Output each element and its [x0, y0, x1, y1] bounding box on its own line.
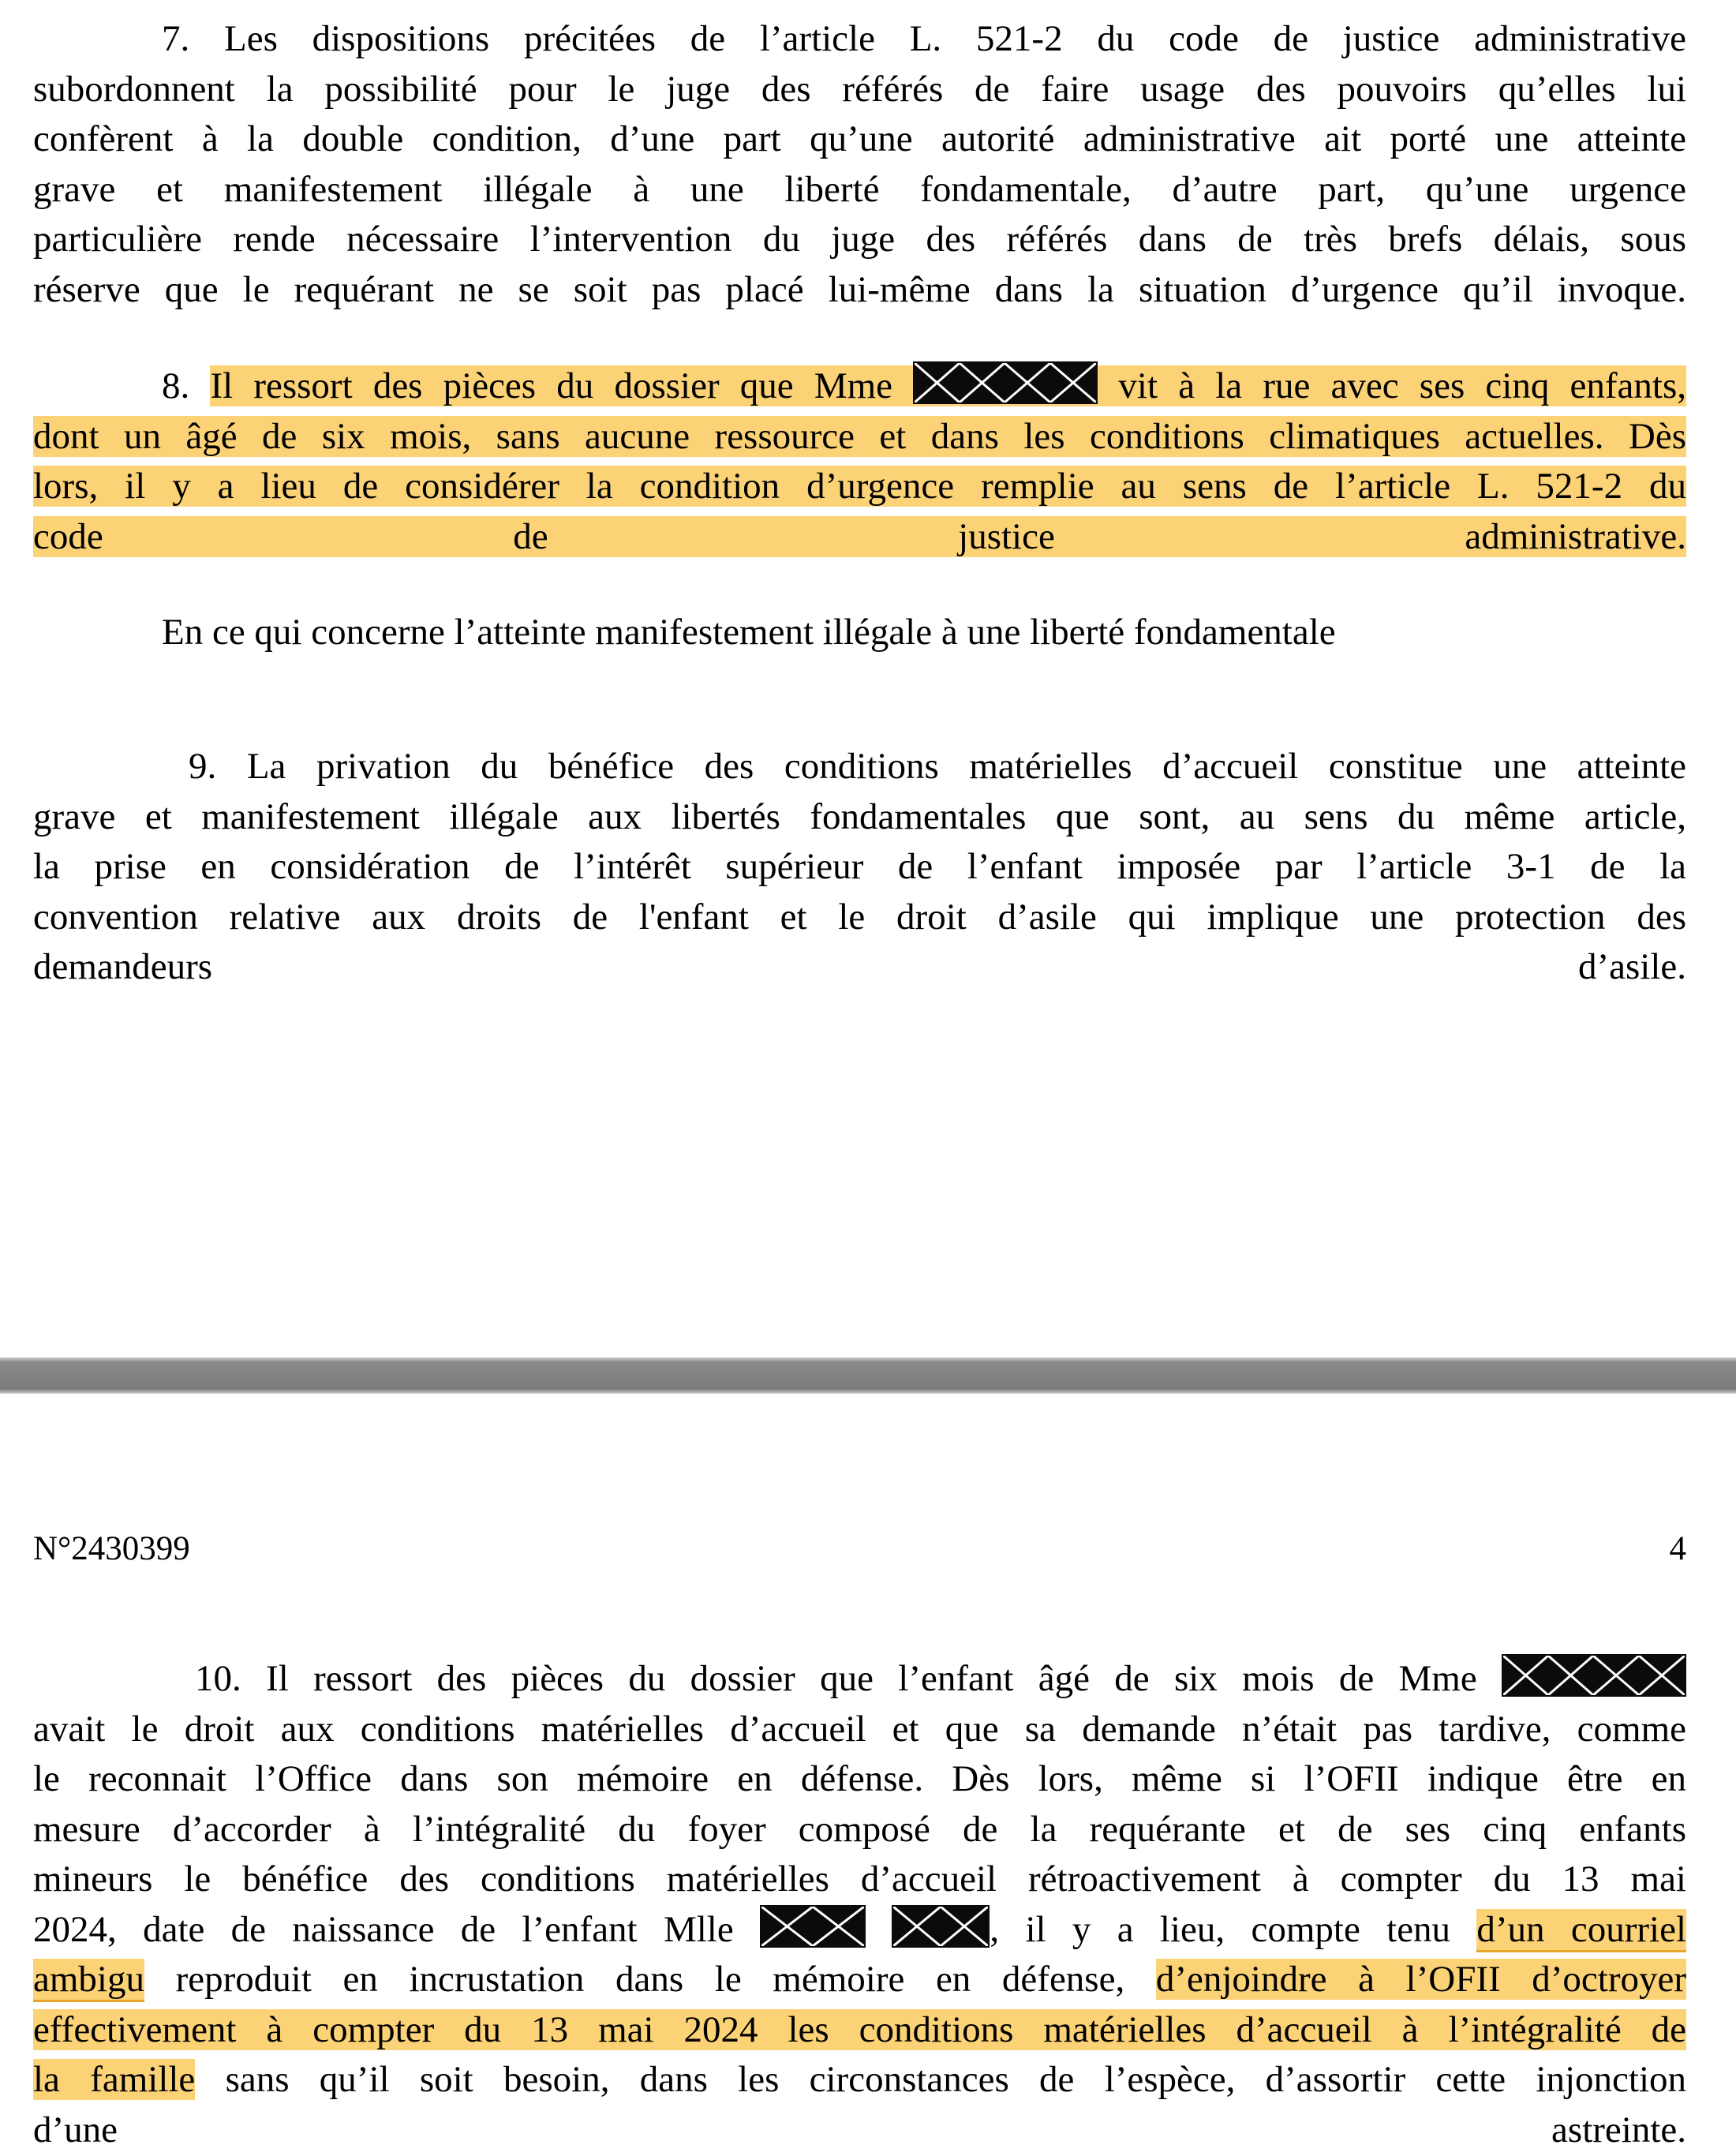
paragraph-9-line: grave et manifestement illégale aux libertés fondamentales que sont, au sens du même article,: [33, 795, 1686, 837]
paragraph-8-line: lors, il y a lieu de considérer la condition d’urgence remplie au sens de l’article L. 521-2 du: [33, 466, 1686, 507]
paragraph-10-line: avait le droit aux conditions matérielles d’accueil et que sa demande n’était pas tardive, comme: [33, 1708, 1686, 1750]
paragraph-7-line: 7. Les dispositions précitées de l’article L. 521-2 du code de justice administrative: [162, 18, 1686, 59]
highlighted-text: ambigu: [33, 1959, 144, 2002]
paragraph-10-text: , il y a lieu, compte tenu: [990, 1908, 1451, 1950]
paragraph-10-text: 2024, date de naissance de l’enfant Mlle: [33, 1908, 734, 1950]
page-number: 4: [1669, 1530, 1686, 1567]
paragraph-10-line: mineurs le bénéfice des conditions matérielles d’accueil rétroactivement à compter du 13 mai: [33, 1858, 1686, 1900]
highlighted-text: la famille: [33, 2059, 196, 2100]
paragraph-10-line: d’une astreinte.: [33, 2109, 1686, 2150]
paragraph-7-line: particulière rende nécessaire l’intervention du juge des référés dans de très brefs délais, sous: [33, 219, 1686, 260]
paragraph-7-line: confèrent à la double condition, d’une part qu’une autorité administrative ait porté une atteinte: [33, 118, 1686, 159]
highlighted-text: [210, 365, 1686, 406]
paragraph-7-line: subordonnent la possibilité pour le juge des référés de faire usage des pouvoirs qu’elles lui: [33, 68, 1686, 110]
paragraph-7: [33, 14, 1686, 315]
paragraph-9-line: demandeurs d’asile.: [33, 946, 1686, 987]
section-heading: En ce qui concerne l’atteinte manifestement illégale à une liberté fondamentale: [162, 612, 1336, 653]
paragraph-10: [33, 1654, 1686, 2155]
page-divider: [0, 1357, 1736, 1394]
paragraph-8-text: vit à la rue avec ses cinq enfants,: [1118, 365, 1687, 406]
paragraph-9-line: la prise en considération de l’intérêt supérieur de l’enfant imposée par l’article 3-1 de la: [33, 846, 1686, 887]
paragraph-10-line: mesure d’accorder à l’intégralité du foyer composé de la requérante et de ses cinq enfants: [33, 1808, 1686, 1850]
paragraph-8: [33, 361, 1686, 562]
redaction-block: [913, 361, 1098, 404]
paragraph-9-line: 9. La privation du bénéfice des conditions matérielles d’accueil constitue une atteinte: [189, 746, 1686, 787]
highlighted-text: effectivement à compter du 13 mai 2024 les conditions matérielles d’accueil à l’intégralité de: [33, 2008, 1686, 2050]
paragraph-10-text: sans qu’il soit besoin, dans les circonstances de l’espèce, d’assortir cette injonction: [225, 2059, 1687, 2100]
redaction-block: [1502, 1654, 1686, 1697]
paragraph-8-line: code de justice administrative.: [33, 515, 1686, 557]
paragraph-10-line: 10. Il ressort des pièces du dossier que l’enfant âgé de six mois de Mme: [195, 1658, 1477, 1699]
paragraph-8-line: dont un âgé de six mois, sans aucune ressource et dans les conditions climatiques actuelles. Dès: [33, 415, 1686, 457]
highlighted-text: d’enjoindre à l’OFII d’octroyer: [1155, 1959, 1687, 2000]
paragraph-10-line: le reconnait l’Office dans son mémoire en défense. Dès lors, même si l’OFII indique être en: [33, 1758, 1686, 1799]
paragraph-8-text: Il ressort des pièces du dossier que Mme: [210, 365, 893, 406]
redaction-block: [760, 1905, 866, 1948]
paragraph-9: [33, 742, 1686, 993]
paragraph-8-number: 8.: [162, 365, 190, 406]
redaction-block: [892, 1905, 990, 1948]
highlighted-text: d’un courriel: [1476, 1909, 1686, 1952]
case-number: N°2430399: [33, 1530, 190, 1567]
paragraph-7-line: grave et manifestement illégale à une liberté fondamentale, d’autre part, qu’une urgence: [33, 168, 1686, 210]
paragraph-9-line: convention relative aux droits de l'enfant et le droit d’asile qui implique une protection des: [33, 896, 1686, 938]
paragraph-7-line: réserve que le requérant ne se soit pas placé lui-même dans la situation d’urgence qu’il invoque.: [33, 268, 1686, 310]
paragraph-10-text: reproduit en incrustation dans le mémoire en défense,: [175, 1959, 1125, 2000]
